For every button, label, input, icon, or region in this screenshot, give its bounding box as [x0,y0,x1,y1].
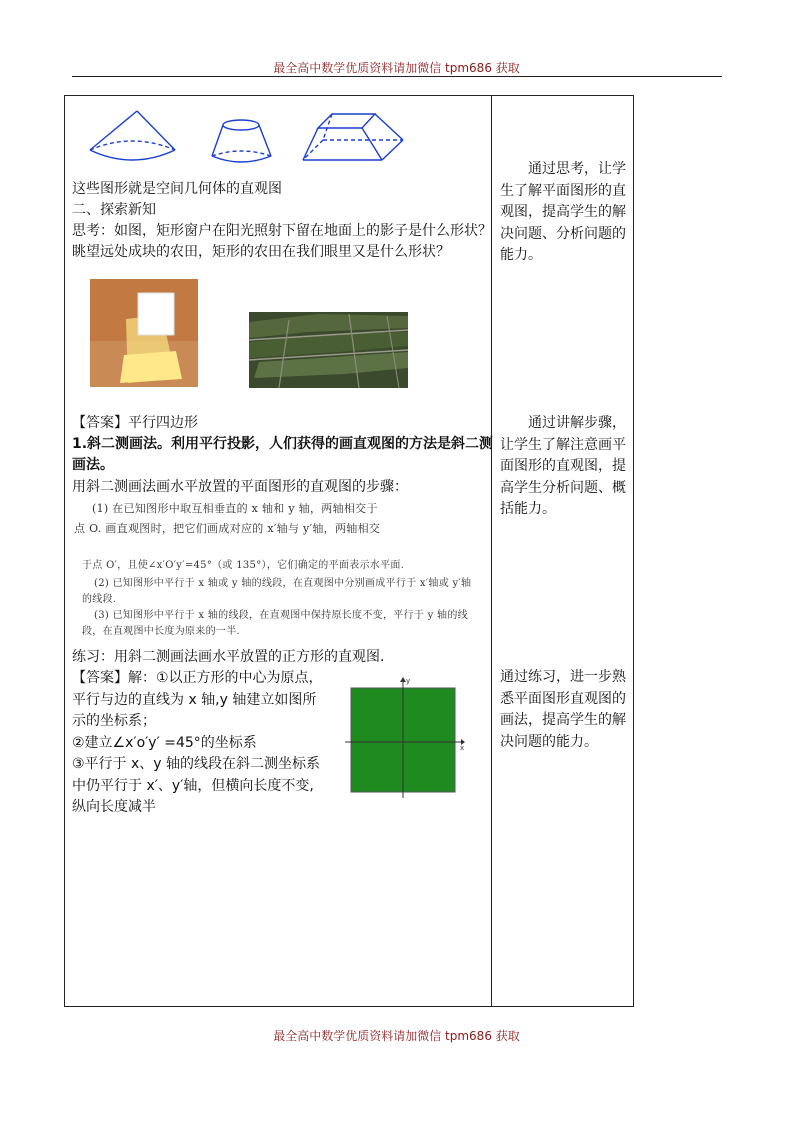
practice-answer-line5: ③平行于 x、y 轴的线段在斜二测坐标系 [72,756,321,772]
y-axis-label: y [406,677,411,685]
method-line1: 1.斜二测画法。利用平行投影，人们获得的画直观图的方法是斜二测 [72,436,494,452]
think-question-line1: 思考：如图，矩形窗户在阳光照射下留在地面上的影子是什么形状？ [72,223,492,239]
practice-answer-line1: 【答案】解：①以正方形的中心为原点， [72,670,323,686]
header-rule [72,76,722,77]
pyramid-frustum-figure [303,114,403,160]
x-axis-label: x [460,744,465,752]
page-header: 最全高中数学优质资料请加微信 tpm686 获取 [273,61,520,75]
step1-line-b: 点 O. 画直观图时，把它们画成对应的 x′轴与 y′轴，两轴相交 [74,522,381,535]
step1-line-a: (1) 在已知图形中取互相垂直的 x 轴和 y 轴，两轴相交于 [92,502,378,515]
step3-line-b: 段，在直观图中长度为原来的一半. [82,626,240,637]
step2-line-b: 的线段. [82,594,117,605]
side-note-3: 通过练习，进一步熟悉平面图形直观图的画法，提高学生的解决问题的能力。 [500,669,626,750]
window-shadow-photo [90,279,198,387]
side-note-1: 通过思考，让学生了解平面图形的直观图，提高学生的解决问题、分析问题的能力。 [500,161,626,263]
square-axes-diagram [343,676,468,800]
page-footer: 最全高中数学优质资料请加微信 tpm686 获取 [273,1029,520,1043]
practice-answer-line3: 示的坐标系； [72,713,156,729]
figures-caption: 这些图形就是空间几何体的直观图 [72,181,282,197]
farmland-photo [249,312,408,388]
answer-1: 【答案】平行四边形 [72,415,198,431]
solid-figures [85,108,405,170]
practice-answer-line6: 中仍平行于 x′、y′轴，但横向长度不变, [72,778,314,794]
step1-line-c: 于点 O′，且使∠x′O′y′=45°（或 135°），它们确定的平面表示水平面. [82,560,405,571]
method-line2: 画法。 [72,457,114,473]
steps-intro: 用斜二测画法画水平放置的平面图形的直观图的步骤： [72,479,408,495]
think-question-line2: 眺望远处成块的农田，矩形的农田在我们眼里又是什么形状？ [72,244,450,260]
frustum-figure [212,120,271,162]
cone-figure [90,111,175,160]
practice-answer-line7: 纵向长度减半 [72,799,156,815]
section-heading: 二、探索新知 [72,202,156,218]
step3-line-a: (3) 已知图形中平行于 x 轴的线段，在直观图中保持原长度不变，平行于 y 轴的线 [94,610,468,621]
practice-title: 练习：用斜二测画法画水平放置的正方形的直观图. [72,649,385,665]
side-note-2: 通过讲解步骤，让学生了解注意画平面图形的直观图，提高学生分析问题、概括能力。 [500,415,626,517]
practice-answer-line4: ②建立∠x′o′y′ =45°的坐标系 [72,735,257,751]
step2-line-a: (2) 已知图形中平行于 x 轴或 y 轴的线段，在直观图中分别画成平行于 x′轴或 y′轴 [94,578,472,589]
practice-answer-line2: 平行与边的直线为 x 轴,y 轴建立如图所 [72,692,317,708]
